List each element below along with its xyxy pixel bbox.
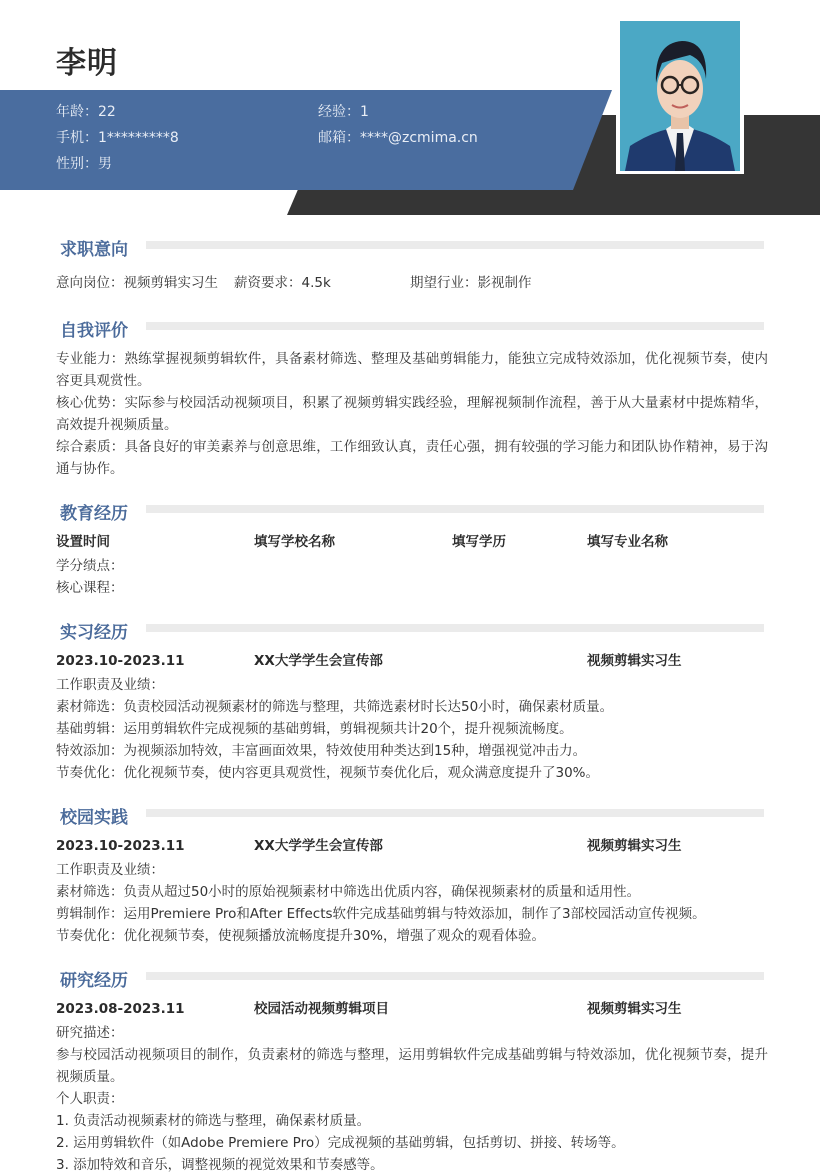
info-experience: 经验：1 bbox=[318, 104, 369, 120]
section-title-research: 研究经历 bbox=[60, 971, 128, 991]
info-age: 年龄：22 bbox=[56, 104, 116, 120]
self-eval-paragraph: 核心优势：实际参与校园活动视频项目，积累了视频剪辑实践经验，理解视频制作流程，善于从大量素材中提炼精华，高效提升视频质量。 bbox=[56, 395, 768, 433]
campus-role: 视频剪辑实习生 bbox=[587, 838, 682, 854]
campus-org: XX大学学生会宣传部 bbox=[254, 838, 383, 854]
profile-photo bbox=[620, 21, 740, 171]
research-desc: 参与校园活动视频项目的制作，负责素材的筛选与整理，运用剪辑软件完成基础剪辑与特效添加，优化视频节奏，提升视频质量。 bbox=[56, 1047, 768, 1085]
internship-role: 视频剪辑实习生 bbox=[587, 653, 682, 669]
internship-item: 节奏优化：优化视频节奏，使内容更具观赏性，视频节奏优化后，观众满意度提升了30%。 bbox=[56, 765, 600, 781]
internship-org: XX大学学生会宣传部 bbox=[254, 653, 383, 669]
research-duty: 2. 运用剪辑软件（如Adobe Premiere Pro）完成视频的基础剪辑，包括剪切、拼接、转场等。 bbox=[56, 1135, 625, 1151]
campus-time: 2023.10-2023.11 bbox=[56, 838, 185, 854]
section-divider-bar bbox=[146, 322, 764, 330]
self-eval-paragraph: 专业能力：熟练掌握视频剪辑软件，具备素材筛选、整理及基础剪辑能力，能独立完成特效添加，优化视频节奏，使内容更具观赏性。 bbox=[56, 351, 768, 389]
section-divider-bar bbox=[146, 505, 764, 513]
info-gender: 性别：男 bbox=[56, 156, 112, 172]
section-title-intent: 求职意向 bbox=[60, 240, 128, 260]
internship-item: 素材筛选：负责校园活动视频素材的筛选与整理，共筛选素材时长达50小时，确保素材质量。 bbox=[56, 699, 614, 715]
section-title-self-eval: 自我评价 bbox=[60, 321, 128, 341]
education-degree: 填写学历 bbox=[452, 534, 506, 550]
info-email: 邮箱：****@zcmima.cn bbox=[318, 130, 478, 146]
research-desc-label: 研究描述： bbox=[56, 1025, 124, 1041]
section-divider-bar bbox=[146, 624, 764, 632]
section-divider-bar bbox=[146, 972, 764, 980]
internship-time: 2023.10-2023.11 bbox=[56, 653, 185, 669]
education-time: 设置时间 bbox=[56, 534, 110, 550]
research-time: 2023.08-2023.11 bbox=[56, 1001, 185, 1017]
research-project: 校园活动视频剪辑项目 bbox=[254, 1001, 389, 1017]
research-duty: 3. 添加特效和音乐，调整视频的视觉效果和节奏感等。 bbox=[56, 1157, 384, 1173]
campus-item: 节奏优化：优化视频节奏，使视频播放流畅度提升30%，增强了观众的观看体验。 bbox=[56, 928, 546, 944]
education-major: 填写专业名称 bbox=[587, 534, 668, 550]
internship-item: 特效添加：为视频添加特效，丰富画面效果，特效使用种类达到15种，增强视觉冲击力。 bbox=[56, 743, 587, 759]
internship-label: 工作职责及业绩： bbox=[56, 677, 164, 693]
education-courses: 核心课程： bbox=[56, 580, 124, 596]
internship-item: 基础剪辑：运用剪辑软件完成视频的基础剪辑，剪辑视频共计20个，提升视频流畅度。 bbox=[56, 721, 573, 737]
campus-label: 工作职责及业绩： bbox=[56, 862, 164, 878]
campus-item: 素材筛选：负责从超过50小时的原始视频素材中筛选出优质内容，确保视频素材的质量和适用性。 bbox=[56, 884, 641, 900]
section-title-internship: 实习经历 bbox=[60, 623, 128, 643]
campus-item: 剪辑制作：运用Premiere Pro和After Effects软件完成基础剪辑与特效添加，制作了3部校园活动宣传视频。 bbox=[56, 906, 706, 922]
person-portrait-icon bbox=[620, 21, 740, 171]
section-divider-bar bbox=[146, 809, 764, 817]
intent-salary: 薪资要求：4.5k bbox=[234, 275, 331, 291]
info-phone: 手机：1*********8 bbox=[56, 130, 179, 146]
intent-position: 意向岗位：视频剪辑实习生 bbox=[56, 275, 218, 291]
research-role: 视频剪辑实习生 bbox=[587, 1001, 682, 1017]
candidate-name: 李明 bbox=[56, 46, 118, 81]
section-title-campus: 校园实践 bbox=[60, 808, 128, 828]
profile-photo-frame bbox=[616, 18, 744, 174]
section-title-education: 教育经历 bbox=[60, 504, 128, 524]
research-duty-label: 个人职责： bbox=[56, 1091, 124, 1107]
section-divider-bar bbox=[146, 241, 764, 249]
intent-industry: 期望行业：影视制作 bbox=[410, 275, 532, 291]
self-eval-paragraph: 综合素质：具备良好的审美素养与创意思维，工作细致认真，责任心强，拥有较强的学习能力和团队协作精神，易于沟通与协作。 bbox=[56, 439, 768, 477]
education-school: 填写学校名称 bbox=[254, 534, 335, 550]
resume-header bbox=[0, 0, 820, 230]
education-gpa: 学分绩点： bbox=[56, 558, 124, 574]
research-duty: 1. 负责活动视频素材的筛选与整理，确保素材质量。 bbox=[56, 1113, 371, 1129]
